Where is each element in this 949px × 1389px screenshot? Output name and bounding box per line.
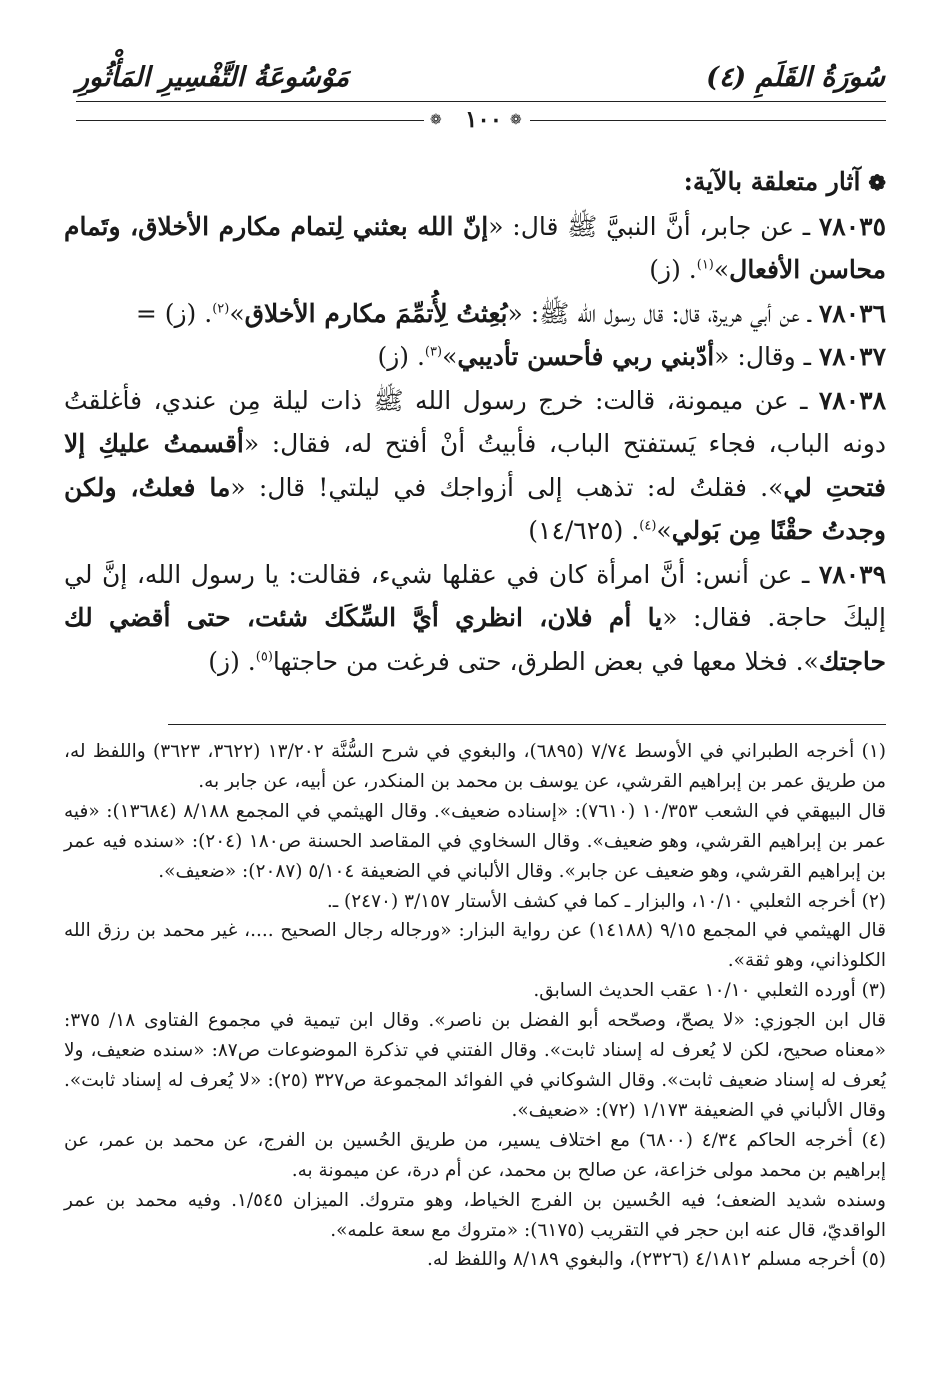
entry-quote: أدّبني ربي فأحسن تأديبي (457, 342, 715, 371)
footnotes (64, 737, 886, 1275)
hadith-entry (64, 553, 886, 684)
section-heading (64, 160, 886, 205)
entry-number: ٧٨٠٣٨ (818, 385, 886, 415)
entry-text: » (229, 298, 245, 328)
footnote: (١) أخرجه الطبراني في الأوسط ٧/٧٤ (٦٨٩٥)، والبغوي في شرح السُّنَّة ١٣/٢٠٢ (٣٦٢٢، ٣٦٢٣) واللفظ له، من طريق عمر بن إبراهيم القرشي، عن يوسف بن محمد بن المنكدر، عن أبيه، عن جابر به. (64, 741, 886, 792)
header-rule-left (76, 120, 424, 121)
footnote: (٣) أورده الثعلبي ١٠/١٠ عقب الحديث السابق. (533, 980, 886, 1002)
entry-text: . (ز) = (135, 298, 213, 328)
footnote-ref[interactable]: (٥) (255, 649, 273, 665)
entry-text: ـ عن ميمونة، قالت: خرج رسول الله ﷺ ذات ليلة مِن عندي، فأغلقتُ دونه الباب، فجاء يَستفتح الباب، فأبيتُ أنْ أفتح له، فقال: « (64, 385, 886, 458)
entry-quote: ما فعلتُ، ولكن وجدتُ حقْنًا مِن بَولي (64, 472, 886, 545)
flower-icon: ❁ (868, 170, 886, 195)
hadith-entry (64, 292, 886, 336)
entry-text: . (ز) (649, 255, 697, 284)
entry-quote: أقسمتُ عليكِ إلا فتحتِ لي (64, 429, 886, 502)
hadith-entry (64, 205, 886, 292)
main-text (64, 160, 886, 683)
entry-text: . (١٤/٦٢٥) (528, 516, 640, 545)
footnote: وسنده شديد الضعف؛ فيه الحُسين بن الفرج الخياط، وهو متروك. الميزان ١/٥٤٥. وفيه محمد بن عمر الواقديّ، قال عنه ابن حجر في التقريب (٦١٧٥): «متروك مع سعة علمه». (64, 1189, 886, 1241)
footnote: (٢) أخرجه الثعلبي ١٠/١٠، والبزار ـ كما في كشف الأستار ٣/١٥٧ (٢٤٧٠) ـ. (326, 890, 886, 912)
hadith-entry (64, 379, 886, 553)
section-heading-label: آثار متعلقة بالآية: (683, 167, 861, 196)
entry-text: . (ز) (208, 646, 256, 676)
page-number: ١٠٠ (465, 106, 503, 133)
footnote-ref[interactable]: (١) (696, 257, 714, 273)
footnote-separator (168, 724, 886, 725)
entry-text: ـ عن أنس: أنَّ امرأة كان في عقلها شيء، فقالت: يا رسول الله، إنَّ لي إليكَ حاجة. فقال: « (64, 559, 887, 632)
entry-number: ٧٨٠٣٥ (818, 211, 886, 241)
footnote-ref[interactable]: (٤) (639, 518, 657, 534)
entry-text: » (713, 255, 730, 284)
entry-number: ٧٨٠٣٧ (818, 342, 886, 371)
header-rule-right (530, 120, 886, 121)
entry-text: ». فقلتُ له: تذهب إلى أزواجك في ليلتي! قال: « (230, 472, 784, 502)
header-rule (76, 101, 886, 102)
footnote-ref[interactable]: (٢) (212, 301, 230, 317)
entry-text: . (ز) (377, 342, 425, 371)
footnote: (٥) أخرجه مسلم ٤/١٨١٢ (٢٣٢٦)، والبغوي ٨/١٨٩ واللفظ له. (427, 1249, 886, 1271)
entry-quote: بُعِثتُ لِأُتمِّمَ مكارم الأخلاق (244, 298, 508, 328)
footnote: قال البيهقي في الشعب ١٠/٣٥٣ (٧٦١٠): «إسناده ضعيف». وقال الهيثمي في المجمع ٨/١٨٨ (١٣٦٨٤): «فيه عمر بن إبراهيم القرشي، وهو ضعيف». وقال السخاوي في المقاصد الحسنة ص١٨٠ (٢٠٤): «سنده فيه عمر بن إبراهيم القرشي، وهو ضعيف عن جابر». وقال الألباني في الضعيفة ٥/١٠٤ (٢٠٨٧): «ضعيف». (64, 800, 887, 882)
footnote: قال ابن الجوزي: «لا يصحّ، وصحّحه أبو الفضل بن ناصر». وقال ابن تيمية في مجموع الفتاوى ١٨/ ٣٧٥: «معناه صحيح، لكن لا يُعرف له إسناد ثابت». وقال الفتني في تذكرة الموضوعات ص٨٧: «سنده ضعيف، ولا يُعرف له إسناد ضعيف ثابت». وقال الشوكاني في الفوائد المجموعة ص٣٢٧ (٢٥): «لا يُعرف له إسناد ثابت». وقال الألباني في الضعيفة ١/١٧٣ (٧٢): «ضعيف». (64, 1010, 887, 1121)
book-header-title: مَوْسُوعَةُ التَّفْسِيرِ المَأْثُورِ (76, 62, 350, 93)
entry-number: ٧٨٠٣٦ (818, 298, 886, 328)
surah-header-title: سُورَةُ القَلَمِ (٤) (706, 62, 885, 93)
footnote: (٤) أخرجه الحاكم ٤/٣٤ (٦٨٠٠) مع اختلاف يسير، من طريق الحُسين بن الفرج، عن محمد بن عمر، عن إبراهيم بن محمد مولى خزاعة، عن صالح بن محمد، عن أم درة، عن ميمونة به. (64, 1129, 886, 1181)
entry-number: ٧٨٠٣٩ (818, 559, 886, 589)
entry-quote: يا أم فلان، انظري أيَّ السِّكَك شئت، حتى أقضي لك حاجتك (64, 603, 886, 676)
entry-text: » (656, 516, 672, 545)
footnote: قال الهيثمي في المجمع ٩/١٥ (١٤١٨٨) عن رواية البزار: «ورجاله رجال الصحيح ....، غير محمد بن رزق الله الكلوذاني، وهو ثقة». (64, 920, 886, 972)
ornament-left-icon: ❁ (430, 112, 442, 128)
entry-text: ـ عن جابر، أنَّ النبيَّ ﷺ قال: « (488, 211, 819, 241)
entry-text: ». فخلا معها في بعض الطرق، حتى فرغت من حاجتها (272, 646, 819, 676)
hadith-entry (64, 335, 886, 379)
footnote-ref[interactable]: (٣) (424, 344, 443, 360)
entry-quote: إنّ الله بعثني لِتمام مكارم الأخلاق، وتَمام محاسن الأفعال (64, 211, 886, 284)
entry-text: ـ عن أبي هريرة، قال: قال رسول الله ﷺ: « (507, 298, 819, 328)
entry-text: » (442, 342, 458, 371)
ornament-right-icon: ❁ (510, 112, 522, 128)
entry-text: ـ وقال: « (714, 342, 819, 371)
